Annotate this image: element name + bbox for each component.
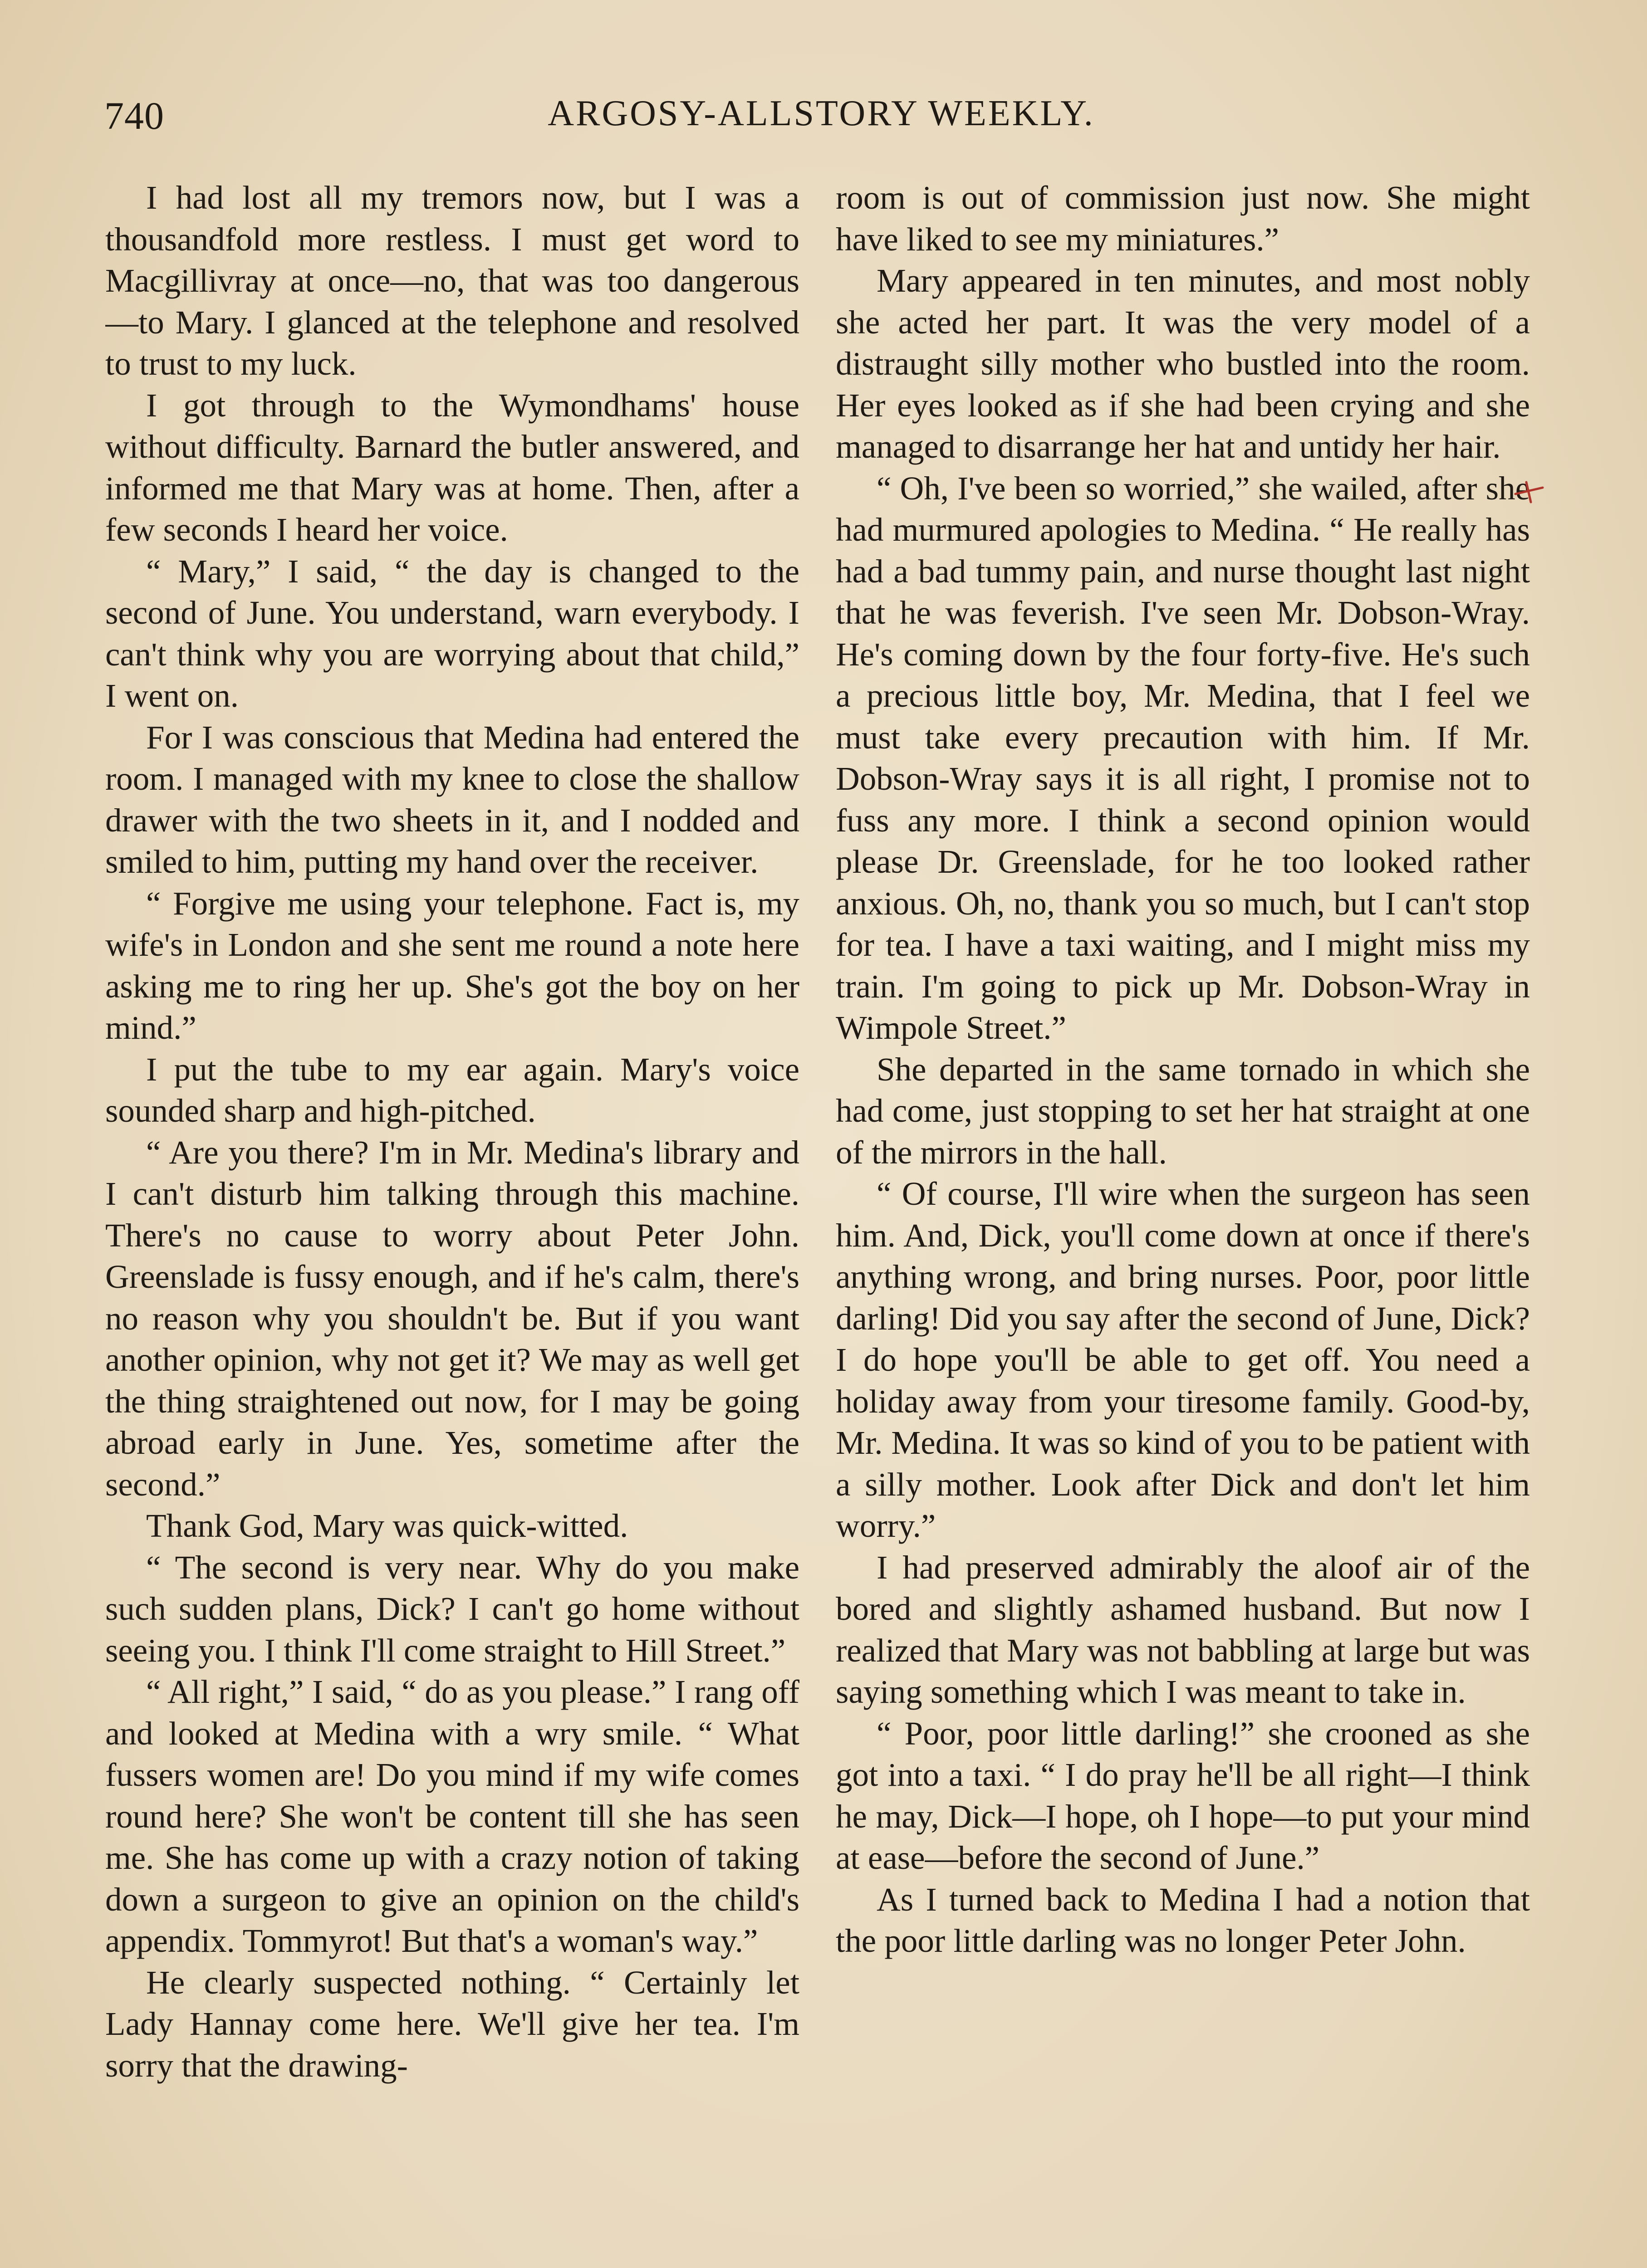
paragraph: “ Mary,” I said, “ the day is changed to the second of June. You understand, warn everybody. I can't think why you are worrying about that child,” I went on.	[105, 552, 799, 714]
running-head: ARGOSY-ALLSTORY WEEKLY.	[548, 93, 1095, 133]
paragraph-continued: room is out of commission just now. She might have liked to see my miniatures.”	[836, 179, 1530, 258]
text-columns	[105, 177, 1530, 2268]
right-column	[836, 177, 1530, 2268]
paragraph: I had lost all my tremors now, but I was a thousandfold more restless. I must get word to Macgillivray at once—no, that was too dangerous—to Mary. I glanced at the telephone and resolved to trust to my luck.	[105, 179, 799, 382]
paragraph: I had preserved admirably the aloof air of the bored and slightly ashamed husband. But now I realized that Mary was not babbling at large but was saying something which I was meant to take in.	[836, 1549, 1530, 1710]
left-column	[105, 177, 799, 2268]
paragraph: “ Forgive me using your telephone. Fact is, my wife's in London and she sent me round a note here asking me to ring her up. She's got the boy on her mind.”	[105, 885, 799, 1046]
paragraph: “ Oh, I've been so worried,” she wailed, after she had murmured apologies to Medina. “ He really has had a bad tummy pain, and nurse thought last night that he was feverish. I've seen Mr. Dobson-Wray. He's coming down by the four forty-five. He's such a precious little boy, Mr. Medina, that I feel we must take every precaution with him. If Mr. Dobson-Wray says it is all right, I promise not to fuss any more. I think a second opinion would please Dr. Greenslade, for he too looked rather anxious. Oh, no, thank you so much, but I can't stop for tea. I have a taxi waiting, and I might miss my train. I'm going to pick up Mr. Dobson-Wray in Wimpole Street.”	[836, 469, 1530, 1046]
paragraph: “ Of course, I'll wire when the surgeon has seen him. And, Dick, you'll come down at once if there's anything wrong, and bring nurses. Poor, poor little darling! Did you say after the second of June, Dick? I do hope you'll be able to get off. You need a holiday away from your tiresome family. Good-by, Mr. Medina. It was so kind of you to be patient with a silly mother. Look after Dick and don't let him worry.”	[836, 1175, 1530, 1544]
paragraph: I put the tube to my ear again. Mary's voice sounded sharp and high-pitched.	[105, 1051, 799, 1129]
paragraph: Thank God, Mary was quick-witted.	[146, 1507, 628, 1544]
pen-mark-icon	[1511, 474, 1547, 510]
paragraph: He clearly suspected nothing. “ Certainly let Lady Hannay come here. We'll give her tea. I'm sorry that the drawing-	[105, 1964, 799, 2084]
paragraph: For I was conscious that Medina had entered the room. I managed with my knee to close the shallow drawer with the two sheets in it, and I nodded and smiled to him, putting my hand over the receiver.	[105, 719, 799, 880]
paragraph: Mary appeared in ten minutes, and most nobly she acted her part. It was the very model of a distraught silly mother who bustled into the room. Her eyes looked as if she had been crying and she managed to disarrange her hat and untidy her hair.	[836, 262, 1530, 465]
paragraph: I got through to the Wymondhams' house without difficulty. Barnard the butler answered, and informed me that Mary was at home. Then, after a few seconds I heard her voice.	[105, 386, 799, 548]
paragraph: “ The second is very near. Why do you make such sudden plans, Dick? I can't go home without seeing you. I think I'll come straight to Hill Street.”	[105, 1549, 799, 1669]
paragraph: “ All right,” I said, “ do as you please.” I rang off and looked at Medina with a wry smile. “ What fussers women are! Do you mind if my wife comes round here? She won't be content till she has seen me. She has come up with a crazy notion of taking down a surgeon to give an opinion on the child's appendix. Tommyrot! But that's a woman's way.”	[105, 1673, 799, 1959]
paragraph: As I turned back to Medina I had a notion that the poor little darling was no longer Peter John.	[836, 1881, 1530, 1959]
paragraph: “ Poor, poor little darling!” she crooned as she got into a taxi. “ I do pray he'll be all right—I think he may, Dick—I hope, oh I hope—to put your mind at ease—before the second of June.”	[836, 1715, 1530, 1876]
page-number: 740	[104, 94, 164, 137]
paragraph: “ Are you there? I'm in Mr. Medina's library and I can't disturb him talking through this machine. There's no cause to worry about Peter John. Greenslade is fussy enough, and if he's calm, there's no reason why you shouldn't be. But if you want another opinion, why not get it? We may as well get the thing straightened out now, for I may be going abroad early in June. Yes, sometime after the second.”	[105, 1134, 799, 1503]
page-header	[104, 93, 1538, 147]
paragraph: She departed in the same tornado in which she had come, just stopping to set her hat straight at one of the mirrors in the hall.	[836, 1051, 1530, 1171]
